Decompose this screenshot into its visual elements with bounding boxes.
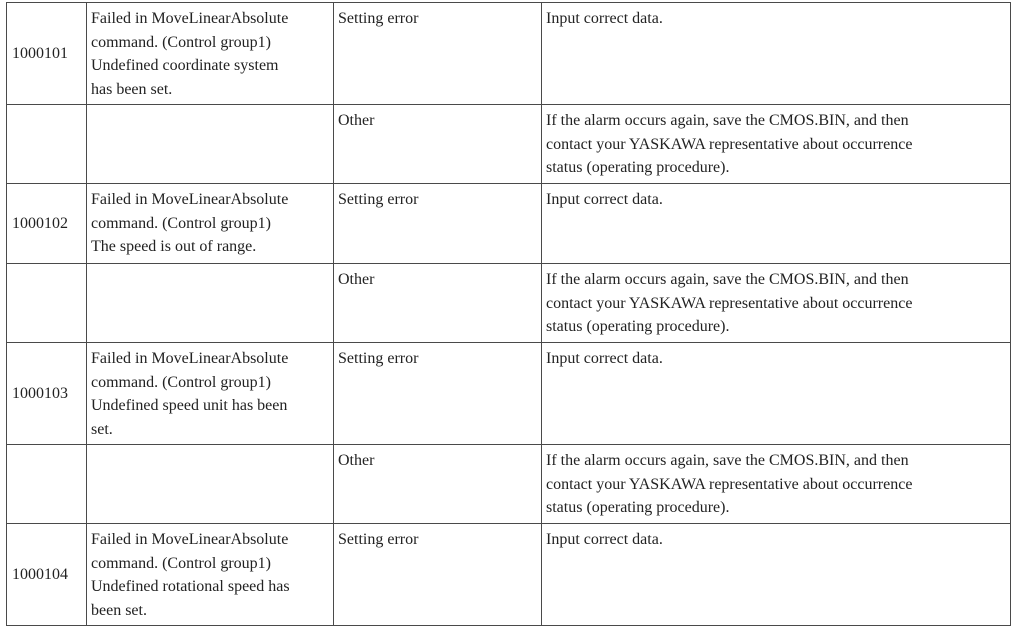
alarm-code (7, 105, 87, 184)
alarm-cause: Setting error (334, 343, 542, 445)
alarm-cause: Other (334, 445, 542, 524)
alarm-cause: Other (334, 105, 542, 184)
alarm-cause: Setting error (334, 3, 542, 105)
table-row (7, 184, 1011, 264)
alarm-table (6, 2, 1011, 626)
alarm-remedy: If the alarm occurs again, save the CMOS.BIN, and then contact your YASKAWA representative about occurrence status (operating procedure). (542, 264, 1011, 343)
table-row (7, 264, 1011, 343)
table-row (7, 3, 1011, 105)
alarm-message (87, 264, 334, 343)
alarm-message: Failed in MoveLinearAbsolute command. (Control group1) The speed is out of range. (87, 184, 334, 264)
table-row (7, 105, 1011, 184)
alarm-cause: Other (334, 264, 542, 343)
alarm-code: 1000104 (7, 524, 87, 626)
alarm-code (7, 445, 87, 524)
table-row (7, 524, 1011, 626)
alarm-code: 1000102 (7, 184, 87, 264)
alarm-remedy: Input correct data. (542, 524, 1011, 626)
alarm-remedy: Input correct data. (542, 3, 1011, 105)
alarm-remedy: Input correct data. (542, 343, 1011, 445)
table-row (7, 445, 1011, 524)
alarm-message: Failed in MoveLinearAbsolute command. (Control group1) Undefined coordinate system has been set. (87, 3, 334, 105)
alarm-message (87, 105, 334, 184)
alarm-code: 1000101 (7, 3, 87, 105)
alarm-code (7, 264, 87, 343)
alarm-cause: Setting error (334, 524, 542, 626)
alarm-remedy: If the alarm occurs again, save the CMOS.BIN, and then contact your YASKAWA representative about occurrence status (operating procedure). (542, 105, 1011, 184)
alarm-table-body (7, 3, 1011, 626)
alarm-code: 1000103 (7, 343, 87, 445)
alarm-message (87, 445, 334, 524)
alarm-remedy: Input correct data. (542, 184, 1011, 264)
table-row (7, 343, 1011, 445)
alarm-message: Failed in MoveLinearAbsolute command. (Control group1) Undefined rotational speed has been set. (87, 524, 334, 626)
alarm-message: Failed in MoveLinearAbsolute command. (Control group1) Undefined speed unit has been set. (87, 343, 334, 445)
alarm-cause: Setting error (334, 184, 542, 264)
alarm-remedy: If the alarm occurs again, save the CMOS.BIN, and then contact your YASKAWA representative about occurrence status (operating procedure). (542, 445, 1011, 524)
